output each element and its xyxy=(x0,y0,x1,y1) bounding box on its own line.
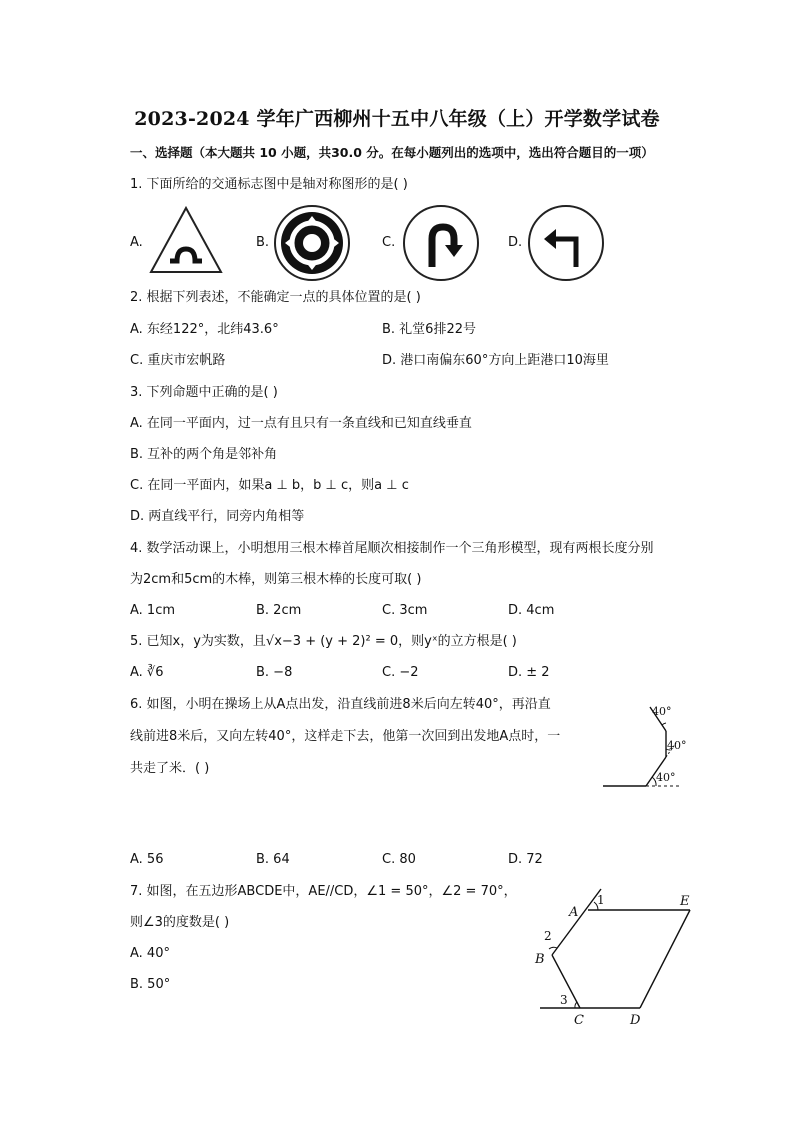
q1-option-c-label: C. xyxy=(382,235,396,250)
page-title: 2023-2024 学年广西柳州十五中八年级（上）开学数学试卷 xyxy=(134,108,660,130)
question-4-stem-line1: 4. 数学活动课上，小明想用三根木棒首尾顺次相接制作一个三角形模型，现有两根长度分别 xyxy=(130,541,654,556)
angle-1-label: 1 xyxy=(597,893,605,907)
section-heading: 一、选择题（本大题共 10 小题，共30.0 分。在每小题列出的选项中，选出符合题目的一项） xyxy=(130,145,654,160)
q6-option-c: C. 80 xyxy=(382,852,416,867)
question-6-line3: 共走了米．( ) xyxy=(130,761,210,776)
q2-option-d: D. 港口南偏东60°方向上距港口10海里 xyxy=(382,353,609,368)
q5-option-b: B. −8 xyxy=(256,665,293,680)
question-6-line1: 6. 如图，小明在操场上从A点出发，沿直线前进8米后向左转40°，再沿直 xyxy=(130,697,551,712)
vertex-d-label: D xyxy=(630,1013,641,1028)
walking-path-figure xyxy=(600,697,694,793)
angle-label-middle: 40° xyxy=(667,739,687,752)
vertex-e-label: E xyxy=(680,894,690,909)
vertex-a-label: A xyxy=(569,905,579,920)
triangle-hump-sign-icon xyxy=(148,205,224,275)
q6-option-d: D. 72 xyxy=(508,852,543,867)
q4-option-b: B. 2cm xyxy=(256,603,302,618)
question-7-line2: 则∠3的度数是( ) xyxy=(130,915,230,930)
q5-option-c: C. −2 xyxy=(382,665,419,680)
q3-option-a: A. 在同一平面内，过一点有且只有一条直线和已知直线垂直 xyxy=(130,416,472,431)
q4-option-a: A. 1cm xyxy=(130,603,176,618)
question-4-stem-line2: 为2cm和5cm的木棒，则第三根木棒的长度可取( ) xyxy=(130,572,422,587)
angle-label-bottom: 40° xyxy=(656,771,676,784)
de-line xyxy=(640,910,690,1008)
q5-option-a: A. ∛6 xyxy=(130,665,164,680)
angle-label-top: 40° xyxy=(652,705,672,718)
u-turn-sign-icon xyxy=(401,203,481,283)
q2-option-b: B. 礼堂6排22号 xyxy=(382,322,476,337)
q3-option-b: B. 互补的两个角是邻补角 xyxy=(130,447,278,462)
turn-left-sign-icon xyxy=(526,203,606,283)
q1-option-a-label: A. xyxy=(130,235,143,250)
question-7-line1: 7. 如图，在五边形ABCDE中，AE//CD，∠1 = 50°，∠2 = 70°， xyxy=(130,884,517,899)
q4-option-d: D. 4cm xyxy=(508,603,555,618)
q2-option-a: A. 东经122°，北纬43.6° xyxy=(130,322,279,337)
angle-3-label: 3 xyxy=(560,993,568,1007)
question-6-line2: 线前进8米后，又向左转40°，这样走下去，他第一次回到出发地A点时，一 xyxy=(130,729,561,744)
q7-option-b: B. 50° xyxy=(130,977,171,992)
q3-option-d: D. 两直线平行，同旁内角相等 xyxy=(130,509,305,524)
q5-option-d: D. ± 2 xyxy=(508,665,550,680)
question-3-stem: 3. 下列命题中正确的是( ) xyxy=(130,385,278,400)
question-1-stem: 1. 下面所给的交通标志图中是轴对称图形的是( ) xyxy=(130,177,408,192)
q6-option-b: B. 64 xyxy=(256,852,290,867)
roundabout-sign-icon xyxy=(272,203,352,283)
q1-option-d-label: D. xyxy=(508,235,523,250)
q3-option-c: C. 在同一平面内，如果a ⊥ b，b ⊥ c，则a ⊥ c xyxy=(130,478,409,493)
question-2-stem: 2. 根据下列表述，不能确定一点的具体位置的是( ) xyxy=(130,290,421,305)
q6-option-a: A. 56 xyxy=(130,852,164,867)
ba-extended-line xyxy=(552,889,601,955)
q7-option-a: A. 40° xyxy=(130,946,170,961)
angle-2-label: 2 xyxy=(544,929,552,943)
vertex-c-label: C xyxy=(574,1013,584,1028)
pentagon-figure xyxy=(525,880,705,1030)
q4-option-c: C. 3cm xyxy=(382,603,428,618)
vertex-b-label: B xyxy=(535,952,545,967)
q1-option-b-label: B. xyxy=(256,235,270,250)
q2-option-c: C. 重庆市宏帆路 xyxy=(130,353,226,368)
question-5-stem: 5. 已知x，y为实数，且√x−3 + (y + 2)² = 0，则yˣ的立方根是( ) xyxy=(130,634,517,649)
